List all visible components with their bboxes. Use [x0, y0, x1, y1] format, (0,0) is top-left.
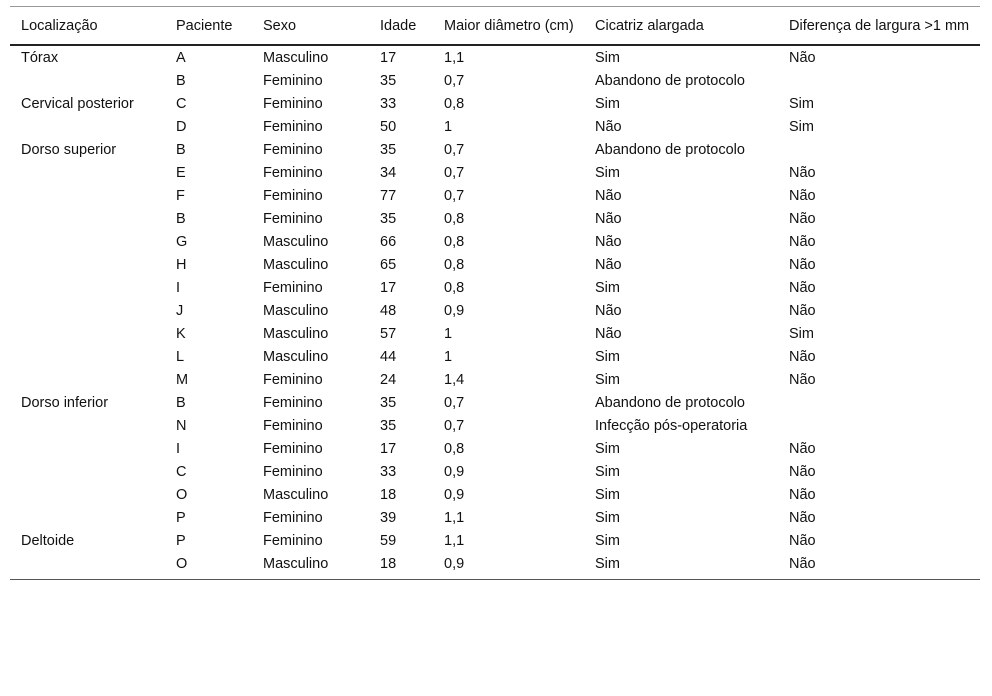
- cell-paciente: P: [176, 533, 186, 549]
- cell-cicatriz-alargada: Sim: [595, 96, 620, 112]
- cell-maior-diametro: 1: [444, 326, 453, 342]
- cell-maior-diametro: 0,8: [444, 441, 465, 457]
- cell-sexo: Feminino: [263, 96, 323, 112]
- cell-sexo: Feminino: [263, 372, 323, 388]
- cell-maior-diametro: 0,7: [444, 395, 465, 411]
- cell-localizacao: Dorso superior: [21, 142, 117, 158]
- cell-cicatriz-alargada: Não: [595, 188, 622, 204]
- cell-paciente: A: [176, 50, 186, 66]
- cell-sexo: Feminino: [263, 464, 323, 480]
- cell-paciente: C: [176, 96, 187, 112]
- cell-cicatriz-alargada: Sim: [595, 487, 620, 503]
- cell-maior-diametro: 0,7: [444, 165, 465, 181]
- cell-paciente: O: [176, 487, 188, 503]
- cell-cicatriz-alargada: Não: [595, 257, 622, 273]
- cell-diferenca-largura: Não: [789, 234, 816, 250]
- cell-sexo: Masculino: [252, 553, 369, 580]
- cell-diferenca-largura: Não: [789, 211, 816, 227]
- cell-cicatriz-alargada: Sim: [595, 349, 620, 365]
- cell-diferenca-largura: [778, 70, 980, 93]
- cell-diferenca-largura: [778, 392, 980, 415]
- header-row: [10, 7, 980, 46]
- cell-localizacao: [10, 461, 165, 484]
- cell-cicatriz-alargada: Sim: [595, 510, 620, 526]
- table-row: [10, 185, 980, 208]
- cell-cicatriz-alargada: Abandono de protocolo: [595, 395, 745, 411]
- cell-paciente: I: [176, 280, 181, 296]
- table-row: [10, 346, 980, 369]
- cell-cicatriz-alargada: Sim: [595, 50, 620, 66]
- cell-sexo: Feminino: [263, 73, 323, 89]
- cell-idade: 35: [380, 73, 397, 89]
- cell-cicatriz-alargada: Sim: [595, 441, 620, 457]
- cell-localizacao: [10, 116, 165, 139]
- cell-cicatriz-alargada: Sim: [595, 464, 620, 480]
- header-idade: Idade: [369, 7, 433, 46]
- cell-paciente: B: [176, 73, 186, 89]
- cell-localizacao: [10, 507, 165, 530]
- cell-diferenca-largura: Não: [789, 372, 816, 388]
- cell-cicatriz-alargada: Abandono de protocolo: [595, 73, 745, 89]
- cell-idade: 39: [380, 510, 397, 526]
- cell-sexo: Masculino: [263, 326, 329, 342]
- cell-paciente: B: [176, 395, 186, 411]
- header-diferenca-largura: Diferença de largura ˃1 mm: [778, 7, 980, 46]
- cell-idade: 35: [380, 395, 397, 411]
- cell-idade: 34: [380, 165, 397, 181]
- cell-diferenca-largura: Não: [789, 257, 816, 273]
- cell-cicatriz-alargada: Sim: [584, 553, 778, 580]
- cell-paciente: G: [176, 234, 188, 250]
- cell-cicatriz-alargada: Não: [595, 326, 622, 342]
- cell-maior-diametro: 0,8: [444, 96, 465, 112]
- cell-idade: 35: [380, 211, 397, 227]
- cell-diferenca-largura: Não: [789, 510, 816, 526]
- cell-localizacao: Cervical posterior: [21, 96, 134, 112]
- header-sexo: Sexo: [252, 7, 369, 46]
- cell-idade: 48: [380, 303, 397, 319]
- cell-idade: 24: [380, 372, 397, 388]
- cell-sexo: Masculino: [263, 50, 329, 66]
- table-row: [10, 254, 980, 277]
- table-row: [10, 277, 980, 300]
- cell-cicatriz-alargada: Não: [595, 303, 622, 319]
- cell-maior-diametro: 0,7: [444, 418, 465, 434]
- table-row: [10, 415, 980, 438]
- header-localizacao: Localização: [10, 7, 165, 46]
- cell-cicatriz-alargada: Sim: [595, 280, 620, 296]
- cell-diferenca-largura: Não: [789, 188, 816, 204]
- cell-maior-diametro: 0,8: [444, 234, 465, 250]
- cell-localizacao: [10, 70, 165, 93]
- cell-maior-diametro: 0,8: [444, 257, 465, 273]
- cell-diferenca-largura: Não: [789, 441, 816, 457]
- table-row: [10, 438, 980, 461]
- cell-maior-diametro: 0,9: [433, 553, 584, 580]
- table-header: [10, 7, 980, 46]
- cell-maior-diametro: 1: [444, 349, 453, 365]
- cell-idade: 18: [380, 487, 397, 503]
- cell-localizacao: [10, 231, 165, 254]
- cell-cicatriz-alargada: Não: [595, 234, 622, 250]
- cell-paciente: C: [176, 464, 187, 480]
- cell-localizacao: Deltoide: [21, 533, 75, 549]
- cell-paciente: J: [176, 303, 184, 319]
- cell-maior-diametro: 0,9: [444, 464, 465, 480]
- cell-idade: 35: [380, 142, 397, 158]
- cell-sexo: Masculino: [263, 257, 329, 273]
- header-cicatriz-alargada: Cicatriz alargada: [584, 7, 778, 46]
- cell-diferenca-largura: Não: [789, 349, 816, 365]
- cell-cicatriz-alargada: Sim: [595, 372, 620, 388]
- cell-paciente: N: [176, 418, 187, 434]
- cell-cicatriz-alargada: Sim: [595, 533, 620, 549]
- table-row: [10, 530, 980, 553]
- cell-diferenca-largura: Sim: [789, 119, 814, 135]
- table-row: [10, 323, 980, 346]
- cell-paciente: I: [176, 441, 181, 457]
- cell-maior-diametro: 0,8: [444, 280, 465, 296]
- cell-idade: 17: [380, 441, 397, 457]
- table-row: [10, 507, 980, 530]
- cell-maior-diametro: 1,1: [444, 50, 465, 66]
- cell-localizacao: Dorso inferior: [21, 395, 109, 411]
- cell-localizacao: [10, 346, 165, 369]
- cell-maior-diametro: 0,7: [444, 188, 465, 204]
- cell-localizacao: [10, 438, 165, 461]
- cell-diferenca-largura: Não: [789, 487, 816, 503]
- cell-localizacao: [10, 323, 165, 346]
- cell-diferenca-largura: Não: [789, 533, 816, 549]
- cell-localizacao: [10, 277, 165, 300]
- cell-diferenca-largura: [778, 415, 980, 438]
- cell-sexo: Feminino: [263, 165, 323, 181]
- cell-idade: 77: [380, 188, 397, 204]
- cell-diferenca-largura: [778, 139, 980, 162]
- data-table: [10, 6, 980, 580]
- cell-idade: 33: [380, 96, 397, 112]
- cell-cicatriz-alargada: Infecção pós-operatoria: [595, 418, 748, 434]
- cell-diferenca-largura: Não: [789, 280, 816, 296]
- table-container: [10, 6, 980, 580]
- cell-sexo: Feminino: [263, 211, 323, 227]
- cell-paciente: P: [176, 510, 186, 526]
- cell-idade: 50: [380, 119, 397, 135]
- cell-diferenca-largura: Não: [789, 50, 816, 66]
- cell-sexo: Feminino: [263, 395, 323, 411]
- cell-sexo: Feminino: [263, 533, 323, 549]
- cell-idade: 44: [380, 349, 397, 365]
- cell-maior-diametro: 0,7: [444, 73, 465, 89]
- cell-paciente: F: [176, 188, 185, 204]
- table-row: [10, 231, 980, 254]
- cell-sexo: Masculino: [263, 303, 329, 319]
- cell-paciente: B: [176, 211, 186, 227]
- cell-localizacao: [10, 484, 165, 507]
- cell-idade: 65: [380, 257, 397, 273]
- cell-cicatriz-alargada: Não: [595, 211, 622, 227]
- cell-sexo: Masculino: [263, 487, 329, 503]
- table-row: [10, 369, 980, 392]
- cell-idade: 17: [380, 280, 397, 296]
- cell-paciente: E: [176, 165, 186, 181]
- cell-sexo: Masculino: [263, 234, 329, 250]
- cell-cicatriz-alargada: Abandono de protocolo: [595, 142, 745, 158]
- cell-maior-diametro: 0,7: [444, 142, 465, 158]
- cell-idade: 35: [380, 418, 397, 434]
- cell-diferenca-largura: Não: [789, 303, 816, 319]
- cell-cicatriz-alargada: Sim: [595, 165, 620, 181]
- cell-localizacao: [10, 369, 165, 392]
- table-row: [10, 300, 980, 323]
- cell-idade: 59: [380, 533, 397, 549]
- cell-diferenca-largura: Não: [778, 553, 980, 580]
- cell-sexo: Masculino: [263, 349, 329, 365]
- cell-localizacao: Tórax: [21, 50, 59, 66]
- cell-idade: 33: [380, 464, 397, 480]
- table-row: [10, 162, 980, 185]
- table-row: [10, 116, 980, 139]
- cell-sexo: Feminino: [263, 280, 323, 296]
- cell-sexo: Feminino: [263, 510, 323, 526]
- cell-cicatriz-alargada: Não: [595, 119, 622, 135]
- header-paciente: Paciente: [165, 7, 252, 46]
- cell-localizacao: [10, 254, 165, 277]
- header-maior-diametro: Maior diâmetro (cm): [433, 7, 584, 46]
- cell-sexo: Feminino: [263, 142, 323, 158]
- cell-idade: 17: [380, 50, 397, 66]
- cell-maior-diametro: 1,1: [444, 510, 465, 526]
- table-row: [10, 139, 980, 162]
- table-row: [10, 461, 980, 484]
- table-row: [10, 208, 980, 231]
- table-body: [10, 45, 980, 580]
- table-row: [10, 93, 980, 116]
- cell-maior-diametro: 1,1: [444, 533, 465, 549]
- cell-paciente: M: [176, 372, 189, 388]
- cell-sexo: Feminino: [263, 441, 323, 457]
- cell-paciente: O: [165, 553, 252, 580]
- cell-idade: 57: [380, 326, 397, 342]
- cell-localizacao: [10, 185, 165, 208]
- cell-maior-diametro: 1,4: [444, 372, 465, 388]
- cell-diferenca-largura: Sim: [789, 326, 814, 342]
- cell-sexo: Feminino: [263, 119, 323, 135]
- cell-localizacao: [10, 162, 165, 185]
- cell-idade: 66: [380, 234, 397, 250]
- cell-diferenca-largura: Não: [789, 165, 816, 181]
- cell-paciente: L: [176, 349, 185, 365]
- table-row: [10, 392, 980, 415]
- table-row: [10, 70, 980, 93]
- cell-paciente: D: [176, 119, 187, 135]
- cell-paciente: B: [176, 142, 186, 158]
- cell-sexo: Feminino: [263, 418, 323, 434]
- cell-localizacao: [10, 553, 165, 580]
- cell-sexo: Feminino: [263, 188, 323, 204]
- cell-diferenca-largura: Não: [789, 464, 816, 480]
- cell-localizacao: [10, 300, 165, 323]
- cell-idade: 18: [369, 553, 433, 580]
- cell-paciente: H: [176, 257, 187, 273]
- cell-paciente: K: [176, 326, 186, 342]
- cell-maior-diametro: 0,9: [444, 487, 465, 503]
- cell-localizacao: [10, 415, 165, 438]
- table-row: [10, 484, 980, 507]
- table-row: [10, 45, 980, 70]
- cell-maior-diametro: 0,8: [444, 211, 465, 227]
- table-row: [10, 553, 980, 580]
- cell-maior-diametro: 1: [444, 119, 453, 135]
- cell-maior-diametro: 0,9: [444, 303, 465, 319]
- cell-localizacao: [10, 208, 165, 231]
- cell-diferenca-largura: Sim: [789, 96, 814, 112]
